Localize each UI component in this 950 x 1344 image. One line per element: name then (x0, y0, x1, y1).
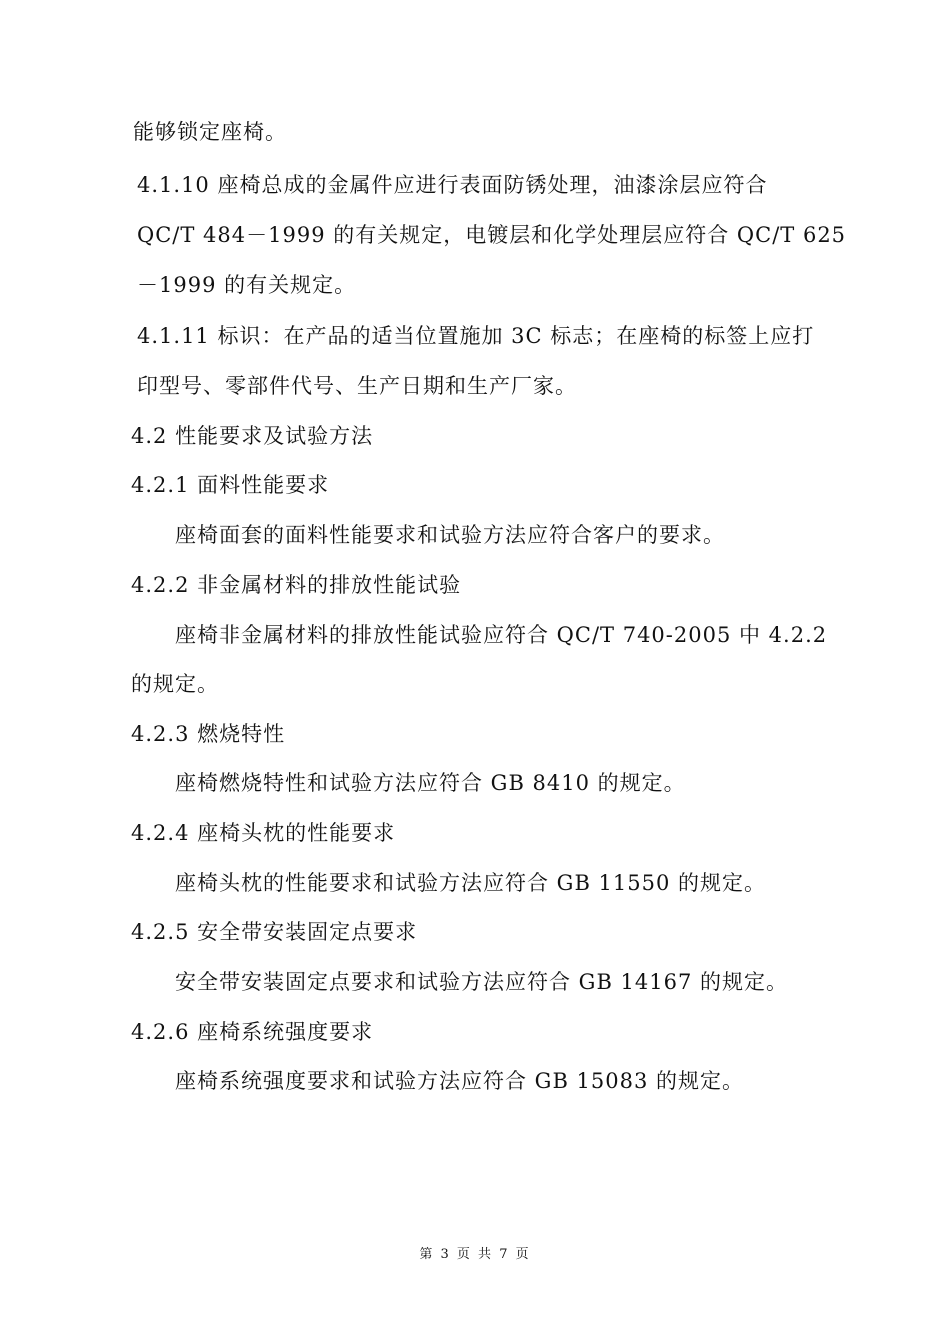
subsection-heading-4-2-6: 4.2.6 座椅系统强度要求 (131, 1020, 374, 1044)
subsection-heading-4-2-1: 4.2.1 面料性能要求 (131, 473, 330, 497)
text-line: 印型号、零部件代号、生产日期和生产厂家。 (137, 374, 577, 398)
clause-4-1-11: 4.1.11 标识：在产品的适当位置施加 3C 标志；在座椅的标签上应打 (137, 324, 815, 348)
paragraph: 座椅燃烧特性和试验方法应符合 GB 8410 的规定。 (175, 771, 686, 795)
subsection-heading-4-2-5: 4.2.5 安全带安装固定点要求 (131, 920, 418, 944)
subsection-heading-4-2-2: 4.2.2 非金属材料的排放性能试验 (131, 573, 462, 597)
subsection-heading-4-2-3: 4.2.3 燃烧特性 (131, 722, 286, 746)
paragraph: 座椅头枕的性能要求和试验方法应符合 GB 11550 的规定。 (175, 871, 767, 895)
paragraph: 座椅非金属材料的排放性能试验应符合 QC/T 740-2005 中 4.2.2 (175, 623, 828, 647)
clause-4-1-10: 4.1.10 座椅总成的金属件应进行表面防锈处理，油漆涂层应符合 (137, 173, 768, 197)
text-line: 的规定。 (131, 672, 219, 696)
subsection-heading-4-2-4: 4.2.4 座椅头枕的性能要求 (131, 821, 396, 845)
section-heading-4-2: 4.2 性能要求及试验方法 (131, 424, 374, 448)
paragraph: 座椅系统强度要求和试验方法应符合 GB 15083 的规定。 (175, 1069, 745, 1093)
paragraph: 安全带安装固定点要求和试验方法应符合 GB 14167 的规定。 (175, 970, 789, 994)
text-line: QC/T 484－1999 的有关规定，电镀层和化学处理层应符合 QC/T 625 (137, 223, 847, 247)
paragraph: 座椅面套的面料性能要求和试验方法应符合客户的要求。 (175, 523, 725, 547)
text-line: 能够锁定座椅。 (133, 120, 287, 144)
text-line: －1999 的有关规定。 (137, 273, 357, 297)
page-number-footer: 第 3 页 共 7 页 (419, 1247, 531, 1262)
